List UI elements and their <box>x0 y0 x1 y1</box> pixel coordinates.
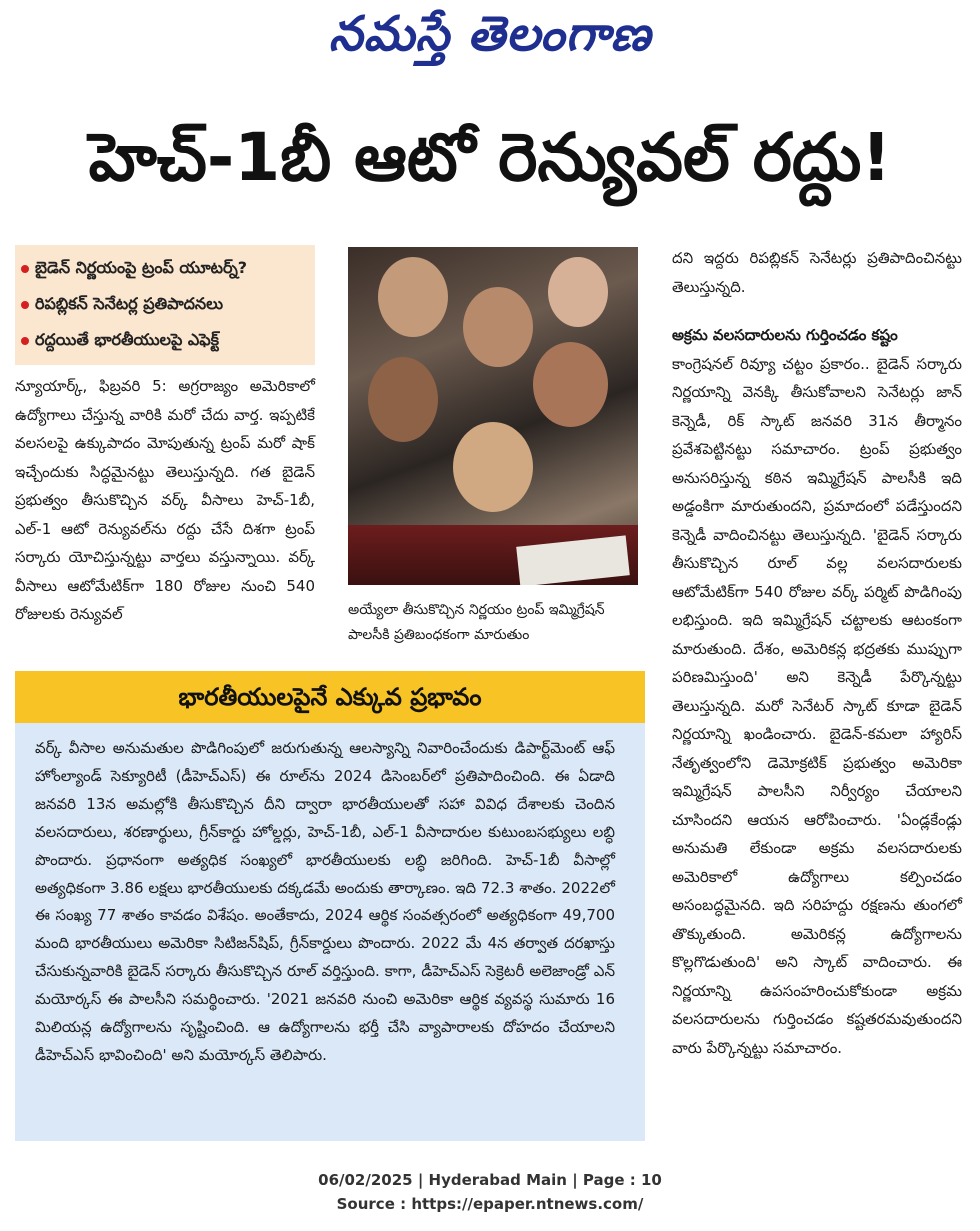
highlight-bullets <box>15 245 315 365</box>
footer-source: Source : https://epaper.ntnews.com/ <box>336 1195 644 1213</box>
bullet-dot-icon <box>21 265 29 273</box>
photo-caption: అయ్యేలా తీసుకొచ్చిన నిర్ణయం ట్రంప్ ఇమ్మిగ్రేషన్ పాలసీకి ప్రతిబంధకంగా మారుతుం <box>348 602 605 643</box>
masthead <box>0 0 980 80</box>
lead-paragraph: న్యూయార్క్, ఫిబ్రవరి 5: అగ్రరాజ్యం అమెరికాలో ఉద్యోగాలు చేస్తున్న వారికి మరో చేదు వార్త. ఇప్పటికే వలసలపై ఉక్కుపాదం మోపుతున్న ట్రంప్ మరో షాక్ ఇచ్చేందుకు సిద్ధమైనట్టు తెలుస్తున్నది. గత బైడెన్ ప్రభుత్వం తీసుకొచ్చిన వర్క్ వీసాలు హెచ్-1బీ, ఎల్-1 ఆటో రెన్యువల్‌ను రద్దు చేసే దిశగా ట్రంప్ సర్కారు యోచిస్తున్నట్టు వార్తలు వస్తున్నాయి. వర్క్ వీసాలు ఆటోమేటిక్‌గా 180 రోజుల నుంచి 540 రోజులకు రెన్యువల్ <box>15 377 315 623</box>
bullet-item: బైడెన్ నిర్ణయంపై ట్రంప్ యూటర్న్? <box>21 251 315 287</box>
bullet-dot-icon <box>21 337 29 345</box>
masthead-logo: నమస్తే తెలంగాణ <box>328 6 652 62</box>
right-column <box>672 244 962 1062</box>
headline: హెచ్-1బీ ఆటో రెన్యువల్ రద్దు! <box>88 119 892 196</box>
right-column-intro: దని ఇద్దరు రిపబ్లికన్ సెనేటర్లు ప్రతిపాదించినట్టు తెలుస్తున్నది. <box>672 249 962 296</box>
bullet-item: రద్దయితే భారతీయులపై ఎఫెక్ట్ <box>21 323 315 359</box>
right-column-subheading: అక్రమ వలసదారులను గుర్తించడం కష్టం <box>672 326 898 344</box>
footer-dateline: 06/02/2025 | Hyderabad Main | Page : 10 <box>318 1171 662 1189</box>
bullet-item: రిపబ్లికన్ సెనేటర్ల ప్రతిపాదనలు <box>21 287 315 323</box>
right-column-body: కాంగ్రెషనల్ రివ్యూ చట్టం ప్రకారం.. బైడెన్ సర్కారు నిర్ణయాన్ని వెనక్కి తీసుకోవాలని సెనేటర్లు జాన్ కెన్నెడీ, రిక్ స్కాట్ జనవరి 31న తీర్మానం ప్రవేశపెట్టినట్టు సమాచారం. ట్రంప్ ప్రభుత్వం అనుసరిస్తున్న కఠిన ఇమ్మిగ్రేషన్ పాలసీకి ఇది అడ్డంకిగా మారుతుందని, ప్రమాదంలో పడేస్తుందని కెన్నెడీ వాదించినట్టు తెలుస్తున్నది. 'బైడెన్ సర్కారు తీసుకొచ్చిన రూల్ వల్ల వలసదారులకు ఆటోమేటిక్‌గా 540 రోజుల వర్క్ పర్మిట్ పొడిగింపు లభిస్తుంది. ఇది ఇమ్మిగ్రేషన్ చట్టాలకు ఆటంకంగా మారుతుంది. దేశం, అమెరికన్ల భద్రతకు ముప్పుగా పరిణమిస్తుంది' అని కెన్నెడీ పేర్కొన్నట్టు తెలుస్తున్నది. మరో సెనేటర్ స్కాట్ కూడా బైడెన్ నిర్ణయాన్ని ఖండించారు. బైడెన్-కమలా హ్యారిస్ నేతృత్వంలోని డెమోక్రటిక్ ప్రభుత్వం అమెరికా ఇమ్మిగ్రేషన్ పాలసీని నిర్వీర్యం చేయాలని చూసిందని ఆయన ఆరోపించారు. 'ఏండ్లకేండ్లు అనుమతి లేకుండా అక్రమ వలసదారులకు అమెరికాలో ఉద్యోగాలు కల్పించడం అసంబద్ధమైనది. ఇది సరిహద్దు రక్షణను తుంగలో తొక్కుతుంది. అమెరికన్ల ఉద్యోగాలను కొల్లగొడుతుంది' అని స్కాట్ వాదించారు. ఈ నిర్ణయాన్ని ఉపసంహరించుకోకుండా అక్రమ వలసదారులను గుర్తించడం కష్టతరమవుతుందని వారు పేర్కొన్నట్టు సమాచారం. <box>672 354 962 1057</box>
news-photo-students <box>348 247 638 585</box>
info-box-body: వర్క్ వీసాల అనుమతుల పొడిగింపులో జరుగుతున్న ఆలస్యాన్ని నివారించేందుకు డిపార్ట్‌మెంట్ ఆఫ్ హోంల్యాండ్ సెక్యూరిటీ (డీహెచ్‌ఎస్) ఈ రూల్‌ను 2024 డిసెంబర్‌లో ప్రతిపాదించింది. ఈ ఏడాది జనవరి 13న అమల్లోకి తీసుకొచ్చిన దీని ద్వారా భారతీయులతో సహా వివిధ దేశాలకు చెందిన వలసదారులు, శరణార్థులు, గ్రీన్‌కార్డు హోల్డర్లు, హెచ్-1బీ, ఎల్-1 వీసాదారుల కుటుంబసభ్యులు లబ్ధి పొందారు. ప్రధానంగా అత్యధిక సంఖ్యలో భారతీయులకు లబ్ధి జరిగింది. హెచ్-1బీ వీసాల్లో అత్యధికంగా 3.86 లక్షలు భారతీయులకు దక్కడమే అందుకు తార్కాణం. ఇది 72.3 శాతం. 2022లో ఈ సంఖ్య 77 శాతం కావడం విశేషం. అంతేకాదు, 2024 ఆర్థిక సంవత్సరంలో అత్యధికంగా 49,700 మంది భారతీయులు అమెరికా సిటిజన్‌షిప్, గ్రీన్‌కార్డులు పొందారు. 2022 మే 4న తర్వాత దరఖాస్తు చేసుకున్నవారికి బైడెన్ సర్కారు తీసుకొచ్చిన రూల్ వర్తిస్తుంది. కాగా, డీహెచ్‌ఎస్ సెక్రెటరీ అలెజాండ్రో ఎన్ మయోర్కస్ ఈ పాలసీని సమర్థించారు. '2021 జనవరి నుంచి అమెరికా ఆర్థిక వ్యవస్థ సుమారు 16 మిలియన్ల ఉద్యోగాలను సృష్టించింది. ఆ ఉద్యోగాలను భర్తీ చేసి వ్యాపారాలకు దోహదం చేయాలని డీహెచ్‌ఎస్ భావించింది' అని మయోర్కస్ తెలిపారు. <box>15 723 645 1141</box>
footer <box>0 1168 980 1216</box>
box-title: భారతీయులపైనే ఎక్కువ ప్రభావం <box>15 671 645 723</box>
bullet-dot-icon <box>21 301 29 309</box>
